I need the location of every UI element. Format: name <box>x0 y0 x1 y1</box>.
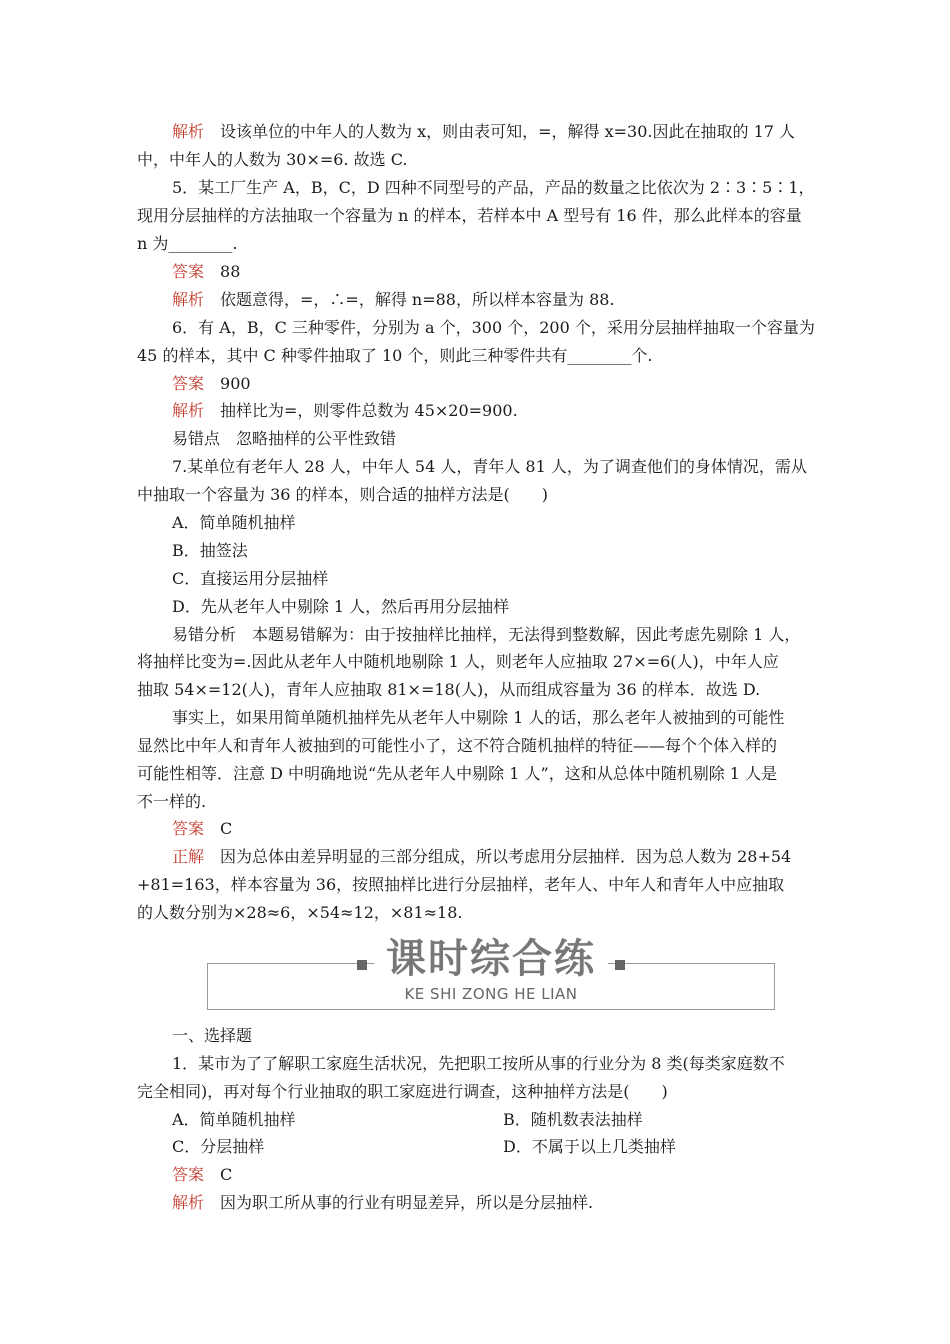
option-a: A．简单随机抽样 <box>172 513 296 532</box>
banner-subtitle: KE SHI ZONG HE LIAN <box>404 985 578 1003</box>
correct-solution-text: 因为总体由差异明显的三部分组成，所以考虑用分层抽样．因为总人数为 28+54 <box>220 847 792 866</box>
option-row <box>172 1135 817 1159</box>
text-line: 的人数分别为×28≈6，×54≈12，×81≈18. <box>137 903 463 922</box>
correct-solution-label: 正解 <box>172 847 205 866</box>
option-d: D．不属于以上几类抽样 <box>503 1137 676 1156</box>
answer-line <box>172 372 817 396</box>
text-line: n 为________. <box>137 234 238 253</box>
analysis-line <box>172 1191 817 1215</box>
error-point-heading: 易错点 忽略抽样的公平性致错 <box>172 429 397 448</box>
question-6-line: 6．有 A，B，C 三种零件，分别为 a 个，300 个，200 个，采用分层抽样抽取一个容量为 <box>172 318 815 337</box>
option-d: D．先从老年人中剔除 1 人，然后再用分层抽样 <box>172 597 510 616</box>
error-analysis-line: 易错分析 本题易错解为：由于按抽样比抽样，无法得到整数解，因此考虑先剔除 1 人， <box>172 625 801 644</box>
answer-line <box>172 817 817 841</box>
question-1-line: 1．某市为了了解职工家庭生活状况，先把职工按所从事的行业分为 8 类(每类家庭数不 <box>172 1054 785 1073</box>
analysis-text: 抽样比为=，则零件总数为 45×20=900. <box>220 401 518 420</box>
section-banner <box>207 931 775 1009</box>
answer-line <box>172 260 817 284</box>
option-b: B．抽签法 <box>172 541 248 560</box>
text-line: 中，中年人的人数为 30×=6. 故选 C. <box>137 150 408 169</box>
analysis-text: 依题意得，=，∴=，解得 n=88，所以样本容量为 88. <box>220 290 615 309</box>
option-row <box>172 1108 817 1132</box>
text-line: 完全相同)，再对每个行业抽取的职工家庭进行调查，这种抽样方法是( ) <box>137 1082 668 1101</box>
question-7-line: 7.某单位有老年人 28 人，中年人 54 人，青年人 81 人，为了调查他们的身体情况，需从 <box>172 457 807 476</box>
answer-label: 答案 <box>172 1165 205 1184</box>
text-line: 显然比中年人和青年人被抽到的可能性小了，这不符合随机抽样的特征——每个个体入样的 <box>137 736 778 755</box>
section-heading: 一、选择题 <box>172 1026 253 1045</box>
text-line: 中抽取一个容量为 36 的样本，则合适的抽样方法是( ) <box>137 485 549 504</box>
analysis-label: 解析 <box>172 122 205 141</box>
answer-label: 答案 <box>172 262 205 281</box>
analysis-label: 解析 <box>172 1193 205 1212</box>
analysis-line <box>172 399 817 423</box>
option-c: C．直接运用分层抽样 <box>172 569 329 588</box>
analysis-label: 解析 <box>172 290 205 309</box>
analysis-text: 因为职工所从事的行业有明显差异，所以是分层抽样. <box>220 1193 594 1212</box>
text-line: 现用分层抽样的方法抽取一个容量为 n 的样本，若样本中 A 型号有 16 件，那么此样本的容量 <box>137 206 802 225</box>
answer-label: 答案 <box>172 819 205 838</box>
option-a: A．简单随机抽样 <box>172 1110 296 1129</box>
analysis-line <box>172 120 817 144</box>
correct-solution-line <box>172 845 817 869</box>
analysis-text: 设该单位的中年人的人数为 x，则由表可知，=，解得 x=30.因此在抽取的 17 人 <box>220 122 796 141</box>
text-line: 45 的样本，其中 C 种零件抽取了 10 个，则此三种零件共有________个. <box>137 346 653 365</box>
option-c: C．分层抽样 <box>172 1137 265 1156</box>
question-5-line: 5．某工厂生产 A，B，C，D 四种不同型号的产品，产品的数量之比依次为 2∶3∶5∶1， <box>172 178 815 197</box>
text-line: 将抽样比变为=.因此从老年人中随机地剔除 1 人，则老年人应抽取 27×=6(人)，中年人应 <box>137 652 779 671</box>
text-line: +81=163，样本容量为 36，按照抽样比进行分层抽样，老年人、中年人和青年人中应抽取 <box>137 875 785 894</box>
text-line: 事实上，如果用简单随机抽样先从老年人中剔除 1 人的话，那么老年人被抽到的可能性 <box>172 708 785 727</box>
answer-text: C <box>220 1165 233 1184</box>
answer-text: 88 <box>220 262 241 281</box>
text-line: 抽取 54×=12(人)，青年人应抽取 81×=18(人)，从而组成容量为 36 的样本．故选 D. <box>137 680 761 699</box>
answer-text: C <box>220 819 233 838</box>
banner-title <box>207 933 775 985</box>
text-line: 可能性相等．注意 D 中明确地说“先从老年人中剔除 1 人”，这和从总体中随机剔除 1 人是 <box>137 764 778 783</box>
answer-label: 答案 <box>172 374 205 393</box>
answer-line <box>172 1163 817 1187</box>
option-b: B．随机数表法抽样 <box>503 1110 643 1129</box>
text-line: 不一样的. <box>137 792 207 811</box>
analysis-label: 解析 <box>172 401 205 420</box>
analysis-line <box>172 288 817 312</box>
banner-title-text: 课时综合练 <box>374 936 608 982</box>
answer-text: 900 <box>220 374 251 393</box>
